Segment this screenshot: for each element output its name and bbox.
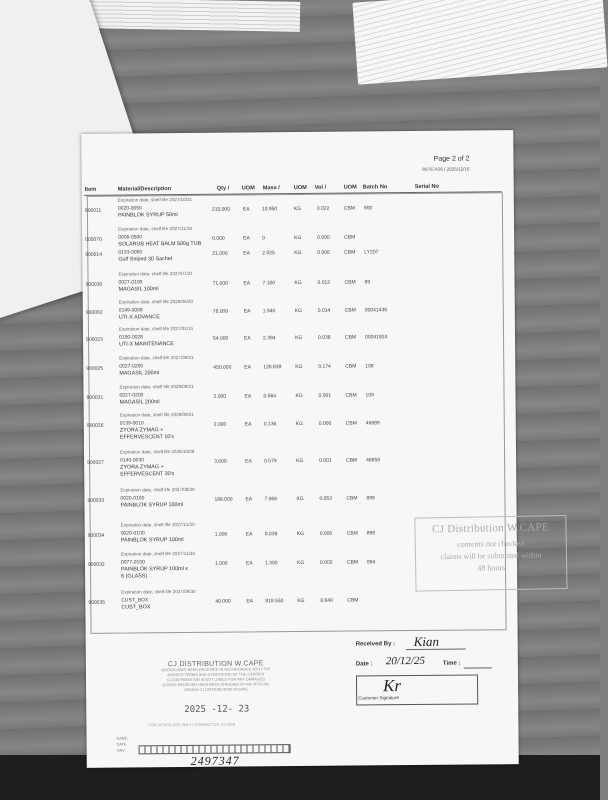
row-item: 900027 — [87, 459, 104, 466]
row-code: 0140-0030 — [120, 457, 145, 464]
row-vol-uom: CBM — [344, 234, 356, 241]
cj-stamp-text-2: AGREED TERMS AND CONDITIONS OF THE CARRIER — [167, 672, 265, 678]
row-uom: EA — [244, 335, 251, 342]
customer-signature-mark: Kr — [382, 676, 402, 696]
row-uom: EA — [243, 250, 250, 257]
row-vol-uom: CBM — [344, 307, 356, 314]
row-qty: 2.000 — [213, 393, 227, 400]
row-item: 900032 — [87, 561, 105, 568]
expiration-line: Expiration date, shelf life 2027/09/30 — [121, 588, 196, 595]
row-batch: 46889 — [365, 420, 380, 427]
row-code: CUST_BOX — [121, 597, 149, 604]
cj-stamp-text-1: GOODS HAVE BEEN RECEIVED IN ACCORDANCE WITH THE — [161, 667, 271, 673]
row-mass: 1.300 — [264, 560, 278, 567]
row-batch: 46859 — [366, 457, 381, 464]
expiration-line: Expiration date, shelf life 2027/09/28 — [120, 486, 195, 493]
row-mass: 2.025 — [262, 250, 275, 257]
cj-stamp-text-4: GOODS RECEIVED HAVE BEEN CHECKED BY AN OFFICIAL — [162, 682, 270, 688]
handwritten-number: 2497347 — [190, 753, 240, 768]
row-vol-uom: CBM — [346, 530, 358, 537]
row-mass: 1.940 — [262, 308, 276, 315]
row-mass: 0.579 — [264, 458, 277, 465]
row-code: 0150-0028 — [118, 334, 143, 341]
row-mass-uom: KG — [295, 392, 303, 400]
expiration-line: Expiration date, shelf life 2027/07/31 — [118, 270, 193, 277]
row-mass-uom: KG — [296, 559, 305, 567]
expiration-line: Expiration date, shelf life 2027/10/31 — [117, 196, 193, 203]
row-vol-uom: CBM — [346, 559, 359, 566]
row-item: 005070 — [85, 236, 102, 243]
row-code: 0133-0050 — [118, 249, 143, 256]
customer-signature-label: Customer Signature — [358, 695, 400, 701]
row-item: 900034 — [87, 532, 105, 539]
row-uom: EA — [243, 308, 251, 315]
received-by-label: Received By : — [355, 641, 396, 648]
row-uom: EA — [245, 531, 253, 538]
row-uom: EA — [244, 393, 252, 400]
cj-stamp-heading: CJ DISTRIBUTION W.CAPE — [168, 660, 264, 669]
row-mass: 10.950 — [261, 206, 278, 213]
row-batch: 898 — [366, 495, 375, 502]
paper-stack-top — [90, 0, 300, 32]
row-mass: 0 — [262, 235, 265, 242]
col-serial: Serial No — [414, 183, 439, 190]
row-description: ZYORA ZYMAG + EFFERVESCENT 10's — [119, 427, 175, 441]
row-batch: 898 — [366, 530, 376, 537]
row-vol-uom: CBM — [344, 279, 356, 286]
row-vol: 0.053 — [319, 495, 332, 502]
row-uom: EA — [244, 364, 251, 371]
col-material: Material/Description — [117, 186, 172, 193]
cj-stamp-text-3: CJ DISTRIBUTION IS NOT LIABLE FOR ANY DAMAGES — [167, 677, 265, 683]
col-mass-uom: UOM — [293, 184, 307, 192]
row-mass: 2.394 — [263, 335, 276, 342]
row-description: PAINBLOK SYRUP 100ml — [120, 502, 184, 509]
row-uom: EA — [245, 496, 253, 503]
row-vol: 0.012 — [317, 279, 331, 286]
row-item: 900031 — [86, 394, 104, 401]
row-vol: 0.000 — [318, 420, 332, 427]
row-item: 900035 — [88, 599, 106, 606]
col-vol-uom: UOM — [343, 184, 357, 191]
received-by-signature: Kian — [413, 633, 440, 650]
row-uom: EA — [246, 598, 254, 605]
cj-stamp-text-5: ISSUED CJ DISTRIBUTION W.CAPE — [184, 687, 248, 693]
row-vol-uom: CBM — [343, 205, 356, 212]
row-description: PAINBLOK SYRUP 100ml — [120, 537, 184, 544]
row-mass: 126.839 — [263, 364, 282, 371]
row-vol-uom: CBM — [347, 597, 359, 604]
row-vol: 0.174 — [318, 363, 331, 370]
row-description: MAGASIL 100ml — [118, 286, 159, 293]
delivery-document — [81, 130, 550, 768]
barcode-label-grv: GRV — [116, 748, 125, 753]
row-qty: 450.000 — [213, 364, 232, 371]
row-batch: 00041824 — [365, 334, 388, 341]
row-mass-uom: KG — [294, 279, 302, 287]
row-vol-uom: CBM — [344, 249, 356, 256]
date-value: 20/12/25 — [385, 654, 426, 668]
row-qty: 188.000 — [214, 496, 233, 503]
row-vol: 0.006 — [317, 249, 330, 256]
row-vol: 0.000 — [319, 530, 333, 537]
row-description: UTI-X ADVANCE — [118, 314, 160, 321]
row-code: 0020-0100 — [120, 495, 145, 502]
row-mass: 0.038 — [264, 531, 278, 538]
row-mass: 7.100 — [262, 280, 276, 287]
expiration-line: Expiration date, shelf life 2027/11/30 — [118, 225, 193, 232]
row-vol: 0.022 — [316, 205, 330, 212]
row-qty: 76.000 — [212, 308, 229, 315]
row-mass-uom: KG — [294, 234, 302, 242]
stamp-line-2: claims will be submitted within — [440, 550, 542, 562]
row-mass: 0.564 — [263, 393, 277, 400]
row-item: 900014 — [85, 251, 103, 258]
expiration-line: Expiration date, shelf life 2026/10/09 — [119, 448, 195, 455]
expiration-line: Expiration date, shelf life 2027/01/31 — [118, 325, 194, 332]
row-vol: 0.002 — [319, 559, 333, 566]
row-mass-uom: KG — [295, 363, 303, 371]
row-mass: 7.068 — [264, 496, 277, 503]
row-description: UTI-X MAINTENANCE — [119, 341, 174, 348]
row-description: PAINBLOK SYRUP 100ml x 6 (GLASS) — [121, 565, 188, 580]
row-uom: EA — [245, 560, 253, 567]
row-description: SOLARUB HEAT BALM 500g TUB — [118, 240, 202, 248]
row-mass-uom: KG — [295, 334, 303, 342]
row-mass-uom: KG — [297, 597, 305, 605]
row-vol: 0.001 — [319, 457, 332, 464]
barcode-label-name: NAME — [116, 736, 128, 741]
row-mass-uom: KG — [293, 205, 302, 213]
row-code: 0077-0100 — [120, 559, 145, 566]
row-code: 0149-0008 — [118, 307, 143, 314]
row-vol: 0.001 — [318, 392, 332, 399]
row-batch: 894 — [366, 559, 376, 566]
row-vol-uom: CBM — [345, 363, 357, 370]
row-uom: EA — [243, 280, 251, 287]
row-uom: EA — [245, 458, 252, 465]
row-item: 900025 — [86, 365, 104, 372]
time-label: Time : — [442, 660, 461, 667]
row-vol: 0.014 — [317, 307, 331, 314]
row-mass-uom: KG — [294, 249, 302, 257]
expiration-line: Expiration date, shelf life 2027/08/31 — [119, 354, 194, 361]
row-qty: 40.000 — [215, 598, 231, 605]
col-vol: Vol / — [314, 184, 327, 191]
cj-stamp-footer: FOR OFFICE USE ONLY / CONTACT US: CJ 2010 — [148, 722, 236, 728]
page-label: Page 2 of 2 — [433, 155, 470, 163]
customer-signature-box — [356, 674, 478, 705]
row-description: ZYORA ZYMAG + EFFERVESCENT 30's — [120, 464, 175, 478]
row-mass-uom: KG — [295, 420, 304, 428]
row-vol: 8.640 — [320, 597, 333, 604]
expiration-line: Expiration date, shelf life 2028/06/30 — [118, 298, 194, 305]
col-uom: UOM — [241, 185, 255, 192]
col-mass: Mass / — [262, 185, 280, 192]
row-description: CUST_BOX — [121, 604, 151, 611]
row-item: 900033 — [87, 497, 105, 504]
row-mass: 0.136 — [263, 421, 277, 428]
date-label: Date : — [355, 661, 373, 668]
row-code: 0006-0500 — [118, 234, 143, 241]
stamp-line-1: contents not checked — [457, 538, 525, 549]
row-description: MAGASIL 200ml — [119, 370, 160, 377]
row-vol-uom: CBM — [346, 495, 358, 502]
row-description: Gulf Sniped 30 Sachet — [118, 256, 173, 263]
row-batch: 00041438 — [364, 307, 388, 314]
row-batch: 900 — [363, 205, 373, 212]
row-qty: 21.000 — [212, 250, 228, 257]
row-vol-uom: CBM — [345, 420, 357, 427]
row-batch: 109 — [365, 392, 374, 399]
stamp-line-3: 48 hours — [477, 563, 506, 573]
row-qty: 2.000 — [213, 421, 227, 428]
row-uom: EA — [244, 421, 252, 428]
row-code: 0139-0010 — [119, 420, 144, 427]
row-qty: 1.000 — [214, 560, 228, 567]
row-vol-uom: CBM — [345, 392, 357, 399]
row-code: 0027-0100 — [118, 279, 143, 286]
cj-stamp-date: 2025 -12- 23 — [184, 704, 250, 716]
row-qty: 54.000 — [213, 335, 229, 342]
stamp-title: CJ Distribution W.CAPE — [431, 521, 550, 536]
cj-receipt-stamp — [126, 660, 306, 694]
row-mass-uom: KG — [296, 457, 304, 465]
row-code: 0020-0100 — [120, 530, 145, 537]
expiration-line: Expiration date, shelf life 2027/11/30 — [120, 550, 195, 557]
barcode-label-date: DATE — [116, 742, 127, 747]
row-vol: 0.000 — [317, 234, 330, 241]
row-code: 0020-0050 — [117, 205, 142, 212]
row-qty: 3.000 — [214, 458, 227, 465]
row-code: 0027-0200 — [119, 392, 144, 399]
row-description: MAGASIL 200ml — [119, 399, 160, 406]
row-item: 900023 — [86, 336, 103, 343]
row-qty: 215.000 — [211, 206, 231, 213]
row-mass-uom: KG — [296, 530, 305, 538]
row-qty: 0.000 — [212, 235, 225, 242]
expiration-line: Expiration date, shelf life 2028/08/31 — [119, 383, 194, 390]
row-mass-uom: KG — [296, 495, 304, 503]
col-batch: Batch No — [362, 184, 388, 191]
row-item: 900026 — [86, 422, 104, 429]
row-batch: LY207 — [364, 249, 379, 256]
row-batch: 89 — [364, 279, 371, 286]
row-vol: 0.038 — [318, 334, 331, 341]
distribution-stamp — [414, 515, 567, 592]
expiration-line: Expiration date, shelf life 2028/08/31 — [119, 411, 195, 418]
document-ref: 80767426 / 2025/12/16 — [422, 166, 470, 172]
expiration-line: Expiration date, shelf life 2027/11/30 — [120, 521, 195, 528]
row-qty: 1.000 — [214, 531, 228, 538]
col-qty: Qty / — [216, 185, 230, 192]
row-item: 900011 — [84, 207, 102, 214]
row-item: 900002 — [85, 309, 103, 316]
row-mass-uom: KG — [294, 307, 303, 315]
row-uom: EA — [243, 235, 250, 242]
row-description: PAINBLOK SYRUP 50ml — [117, 212, 178, 219]
row-uom: EA — [242, 206, 250, 213]
row-vol-uom: CBM — [346, 457, 358, 464]
row-mass: 818.550 — [265, 598, 284, 605]
row-vol-uom: CBM — [345, 334, 357, 341]
row-qty: 71.000 — [212, 280, 228, 287]
time-line — [464, 667, 492, 668]
row-code: 0027-0200 — [119, 363, 144, 370]
row-item: 900030 — [85, 281, 103, 288]
row-batch: 108 — [365, 363, 374, 370]
col-item: Item — [84, 186, 97, 193]
